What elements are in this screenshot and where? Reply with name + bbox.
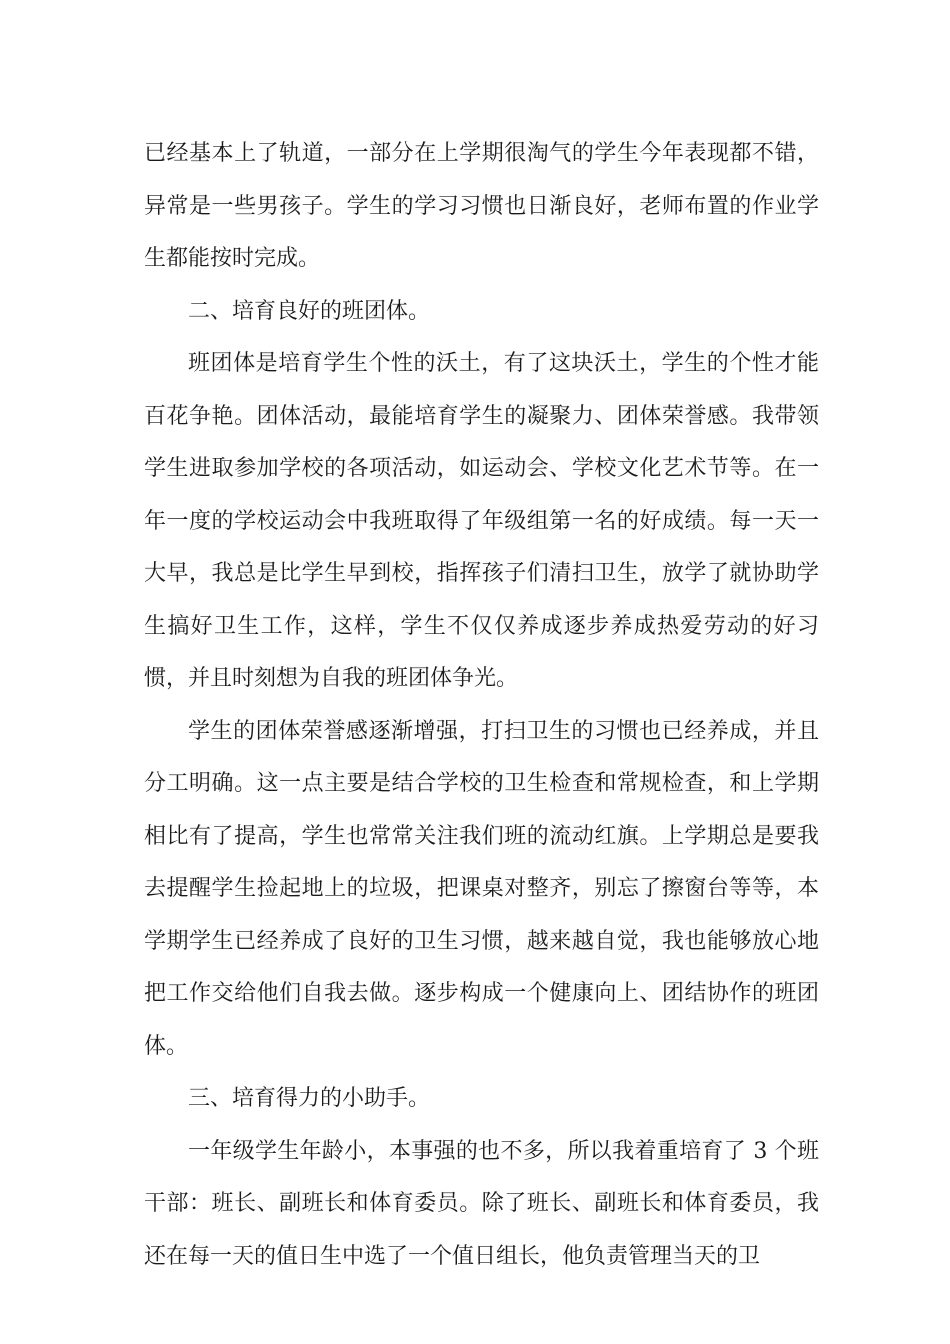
document-body [144,128,819,1283]
section-heading-3: 三、培育得力的小助手。 [188,1086,431,1111]
paragraph-class-leaders: 一年级学生年龄小，本事强的也不多，所以我着重培育了 3 个班干部：班长、副班长和体育委员。除了班长、副班长和体育委员，我还在每一天的值日生中选了一个值日组长，他负责管理当天的卫 [144,1138,819,1269]
section-heading-2: 二、培育良好的班团体。 [188,298,431,324]
paragraph-hygiene-habits: 学生的团体荣誉感逐渐增强，打扫卫生的习惯也已经养成，并且分工明确。这一点主要是结合学校的卫生检查和常规检查，和上学期相比有了提高，学生也常常关注我们班的流动红旗。上学期总是要我去提醒学生捡起地上的垃圾，把课桌对整齐，别忘了擦窗台等等，本学期学生已经养成了良好的卫生习惯，越来越自觉，我也能够放心地把工作交给他们自我去做。逐步构成一个健康向上、团结协作的班团体。 [144,718,819,1059]
paragraph-continuation: 已经基本上了轨道，一部分在上学期很淘气的学生今年表现都不错，异常是一些男孩子。学生的学习习惯也日渐良好，老师布置的作业学生都能按时完成。 [144,141,819,271]
paragraph-class-collective: 班团体是培育学生个性的沃土，有了这块沃土，学生的个性才能百花争艳。团体活动，最能培育学生的凝聚力、团体荣誉感。我带领学生进取参加学校的各项活动，如运动会、学校文化艺术节等。在一年一度的学校运动会中我班取得了年级组第一名的好成绩。每一天一大早，我总是比学生早到校，指挥孩子们清扫卫生，放学了就协助学生搞好卫生工作，这样，学生不仅仅养成逐步养成热爱劳动的好习惯，并且时刻想为自我的班团体争光。 [144,351,819,691]
